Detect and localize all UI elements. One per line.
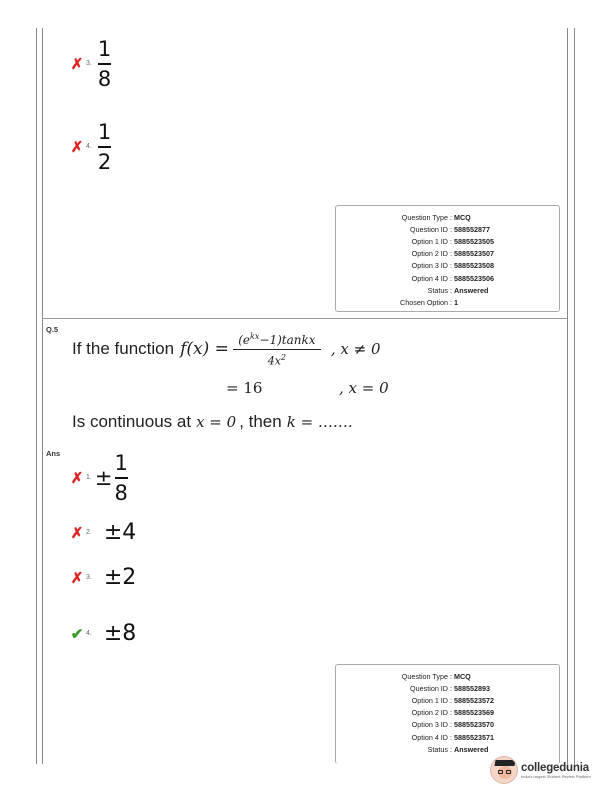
info-row [336,743,559,755]
answer-option-4 [70,621,136,646]
info-key: Question Type : [401,671,452,681]
option-number: 4. [86,143,92,151]
fraction-denominator [268,352,286,368]
info-row [336,296,559,308]
info-row [336,223,559,235]
info-value: 588552877 [454,224,490,234]
info-value: 5885523506 [454,273,494,283]
info-value: 1 [454,297,458,307]
option-number: 4. [86,630,92,637]
question-line-2-condition [339,379,389,397]
left-border-outer [36,28,37,764]
function-fraction [233,330,321,368]
numerator-exponent: kx [250,332,260,341]
info-key: Question Type : [401,212,452,222]
question-text: , then [239,412,282,431]
info-key: Option 4 ID : [411,732,452,742]
info-value: 5885523569 [454,708,494,718]
fraction-numerator [238,330,315,347]
numerator-part: (e [238,333,251,347]
answer-option-1 [70,452,128,504]
denominator-exponent: 2 [280,353,287,362]
question-text: If the function [72,338,175,358]
question-info-box [335,664,560,764]
info-row [336,211,559,223]
info-value: 5885523571 [454,732,494,742]
info-value: 5885523508 [454,261,494,271]
glasses-left-shape [498,770,503,774]
right-border-inner [567,28,568,764]
cross-icon: ✗ [70,138,84,156]
option-value: ±8 [103,621,137,646]
option-number: 3. [86,60,92,68]
info-row [336,719,559,731]
info-row [336,272,559,284]
fraction-bar [233,349,321,350]
question-info-box [335,205,560,312]
info-value: 5885523505 [454,236,494,246]
option-fraction [114,452,127,504]
question-line-3 [72,412,353,432]
cross-icon: ✗ [70,524,84,542]
continuity-point: x = 0 [196,413,237,431]
left-border-inner [42,28,43,764]
option-4-prev [70,121,111,173]
info-key: Option 4 ID : [411,273,452,283]
numerator: 1 [97,120,112,144]
info-value: MCQ [454,671,471,681]
option-value: ±4 [103,520,137,545]
denominator: 2 [97,149,112,174]
info-value: MCQ [454,212,471,222]
info-row [336,260,559,272]
logo-tagline: India's largest Student Review Platform [521,773,591,779]
cross-icon: ✗ [70,569,84,587]
option-fraction [98,121,111,173]
info-key: Option 1 ID : [411,236,452,246]
fraction-bar [98,63,111,65]
info-key: Option 3 ID : [411,720,452,730]
info-value: Answered [454,744,489,754]
option-number: 2. [86,529,92,536]
info-value: 5885523507 [454,249,494,259]
option-fraction [98,38,111,90]
right-border-outer [574,28,575,764]
logo-name: collegedunia [521,761,589,774]
info-row [336,694,559,706]
condition-1: , x ≠ 0 [330,339,381,358]
fraction-bar [98,146,111,148]
info-row [336,235,559,247]
denominator-part: 4x [267,354,281,368]
denominator: 8 [97,66,112,91]
denominator: 8 [114,480,128,505]
info-row [336,670,559,682]
option-value: ±2 [103,565,137,590]
answer-option-3 [70,565,136,590]
option-number: 3. [86,574,92,581]
question-separator [42,318,567,319]
condition-2: , x = 0 [339,379,389,397]
numerator-rest: −1)tankx [259,333,316,347]
check-icon: ✔ [70,625,84,643]
info-key: Status : [427,744,452,754]
info-row [336,284,559,296]
info-value: Answered [454,285,489,295]
info-row [336,682,559,694]
question-text: Is continuous at [72,412,192,431]
info-key: Option 1 ID : [411,695,452,705]
question-line-2 [226,379,262,397]
info-value: 588552893 [454,683,490,693]
info-key: Option 2 ID : [411,249,452,259]
info-key: Status : [427,285,452,295]
option-3-prev [70,38,111,90]
answer-option-2 [70,520,136,545]
unknown-k: k = ……. [286,413,353,431]
info-row [336,707,559,719]
mascot-icon [490,756,518,784]
answer-label: Ans [46,449,61,458]
info-key: Question ID : [410,224,452,234]
info-value: 5885523570 [454,720,494,730]
numerator: 1 [114,451,128,475]
glasses-right-shape [506,770,511,774]
logo-text [521,762,591,779]
option-number: 1. [86,474,92,482]
cross-icon: ✗ [70,55,84,73]
plus-minus-sign: ± [94,465,113,490]
info-row [336,731,559,743]
question-line-1 [72,330,381,368]
fraction-bar [115,477,128,479]
info-row [336,248,559,260]
info-value: 5885523572 [454,695,494,705]
collegedunia-logo [490,756,591,784]
info-key: Option 3 ID : [411,261,452,271]
question-number: Q.5 [46,325,59,334]
info-key: Chosen Option : [400,297,452,307]
function-label: f(x) = [180,338,229,359]
piecewise-value: = 16 [226,379,263,397]
info-key: Option 2 ID : [411,708,452,718]
info-key: Question ID : [410,683,452,693]
numerator: 1 [97,37,112,61]
cross-icon: ✗ [70,469,84,487]
